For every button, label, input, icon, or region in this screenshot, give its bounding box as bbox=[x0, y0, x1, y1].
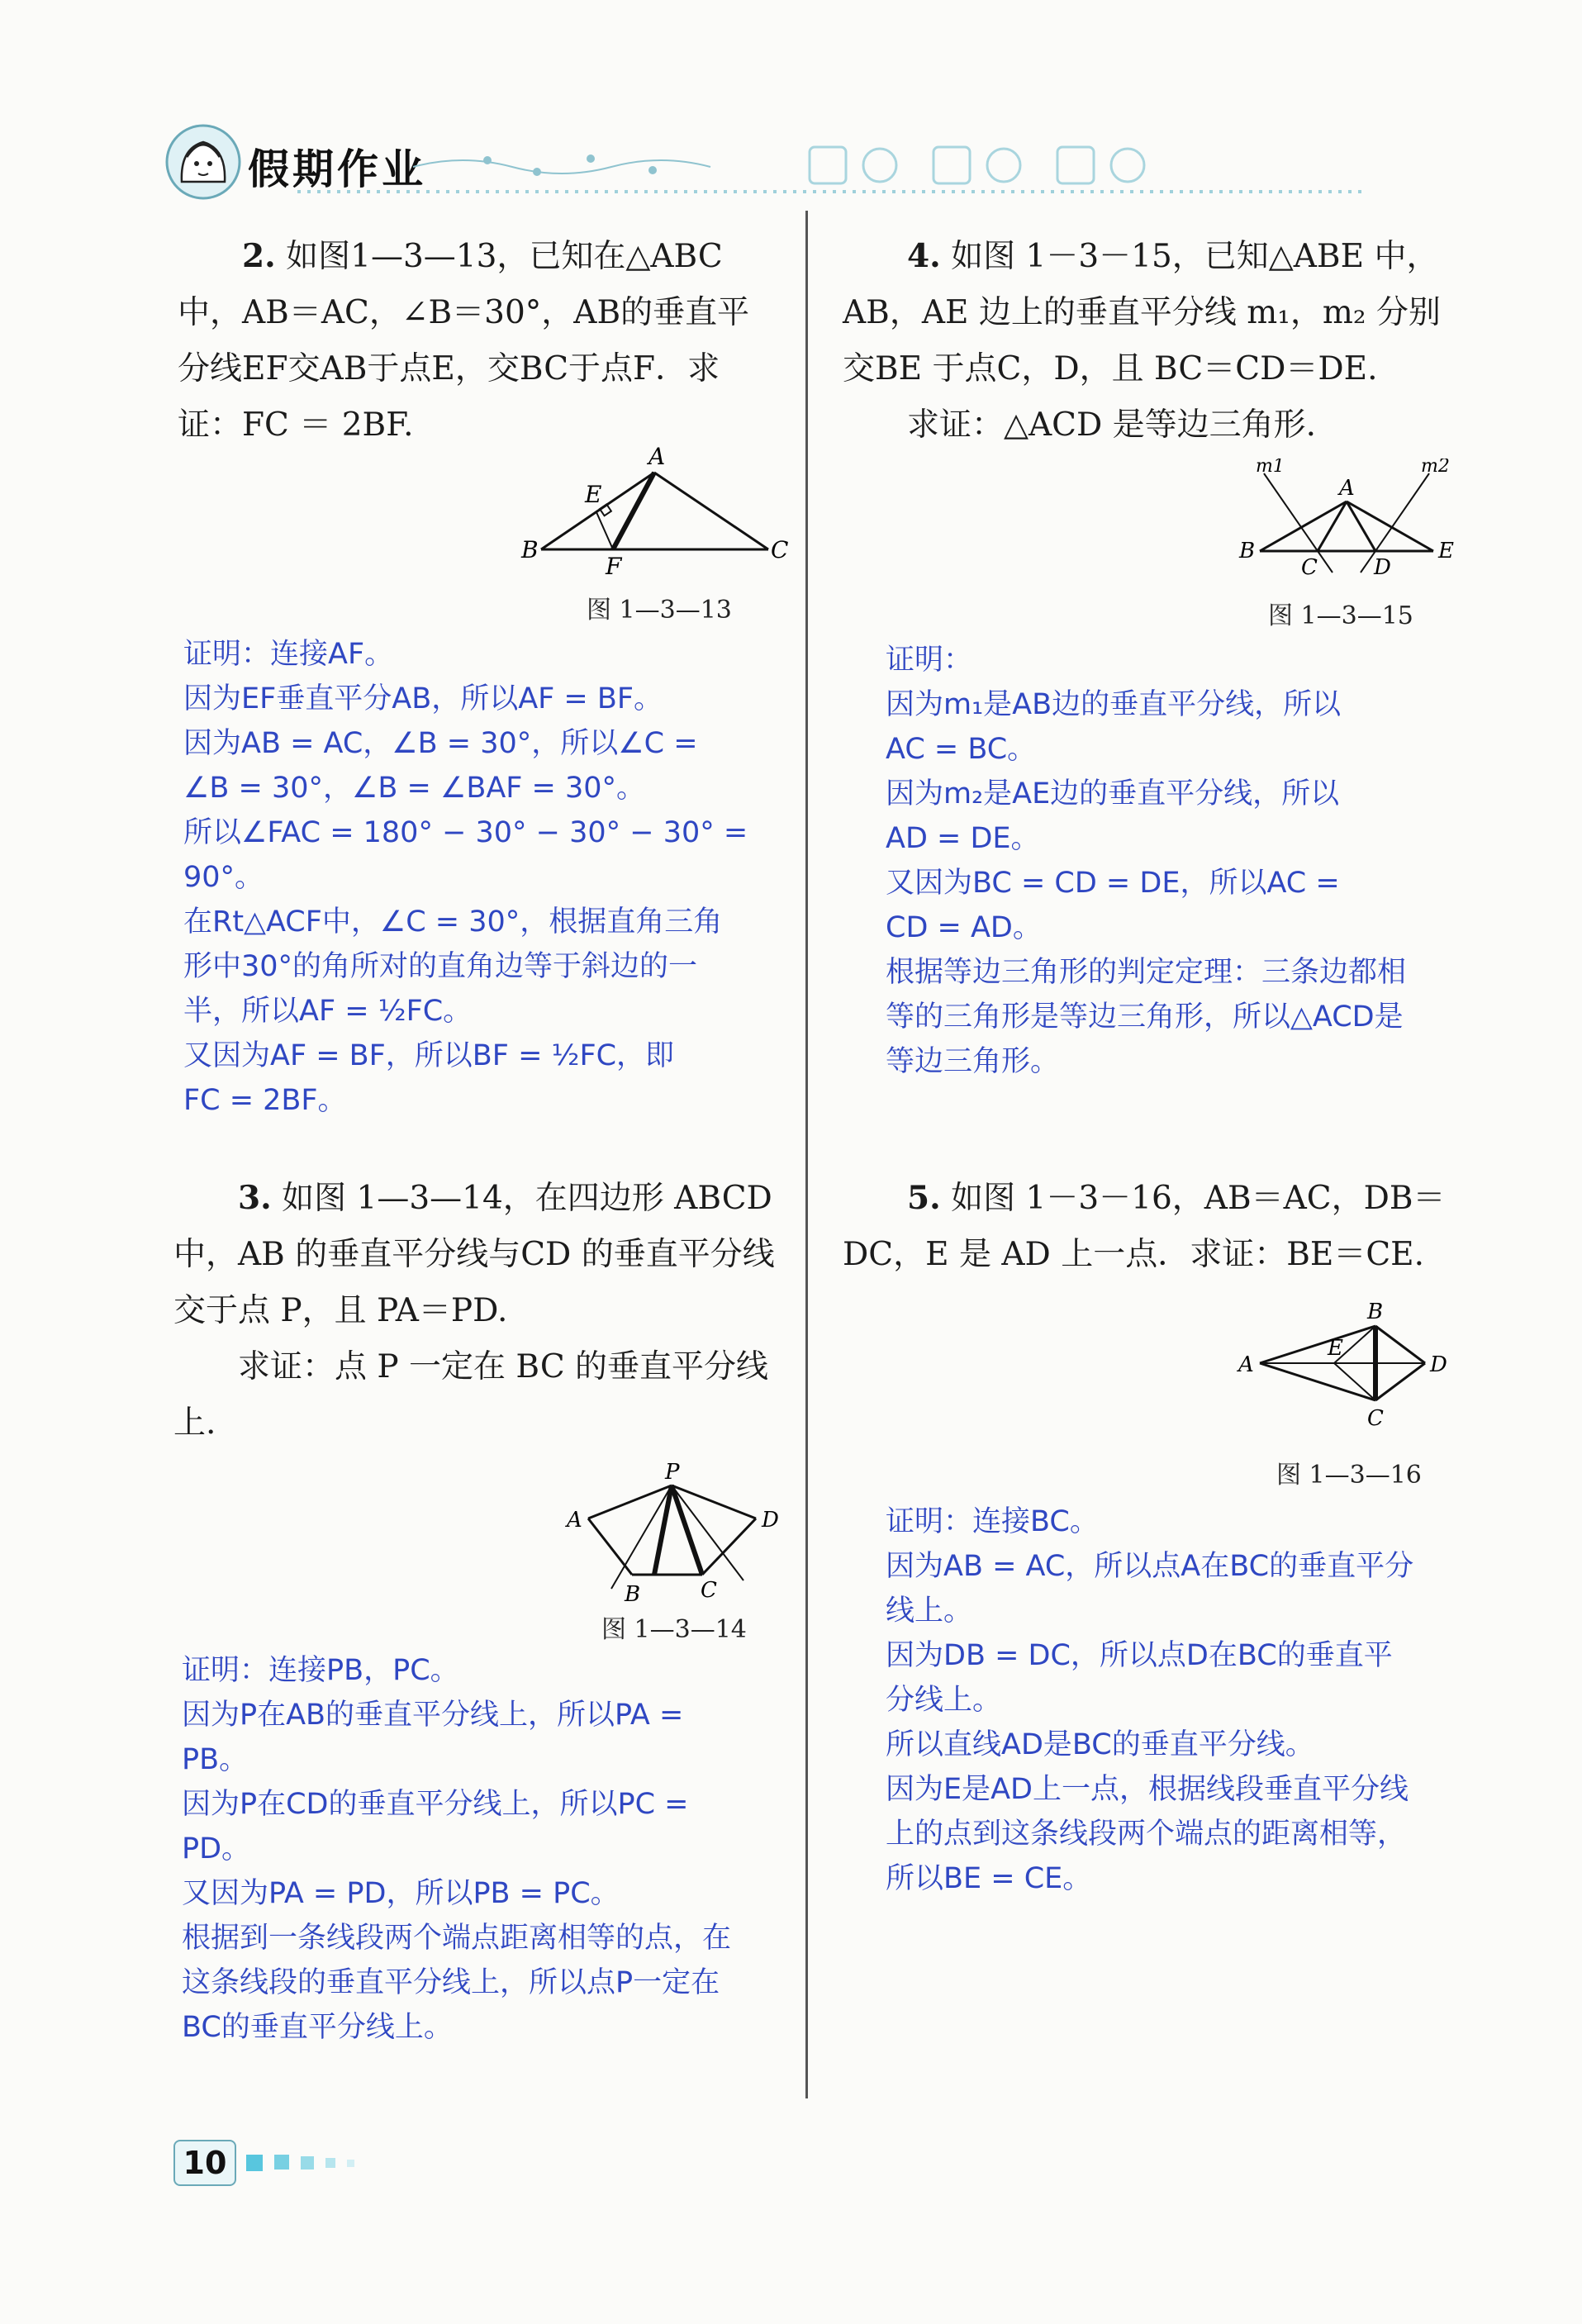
footer-square-decoration-icon bbox=[246, 2153, 411, 2173]
answer-2 bbox=[183, 632, 786, 1123]
answer-line: 证明：连接PB，PC。 bbox=[182, 1654, 459, 1687]
answer-line: 分线上。 bbox=[886, 1684, 1002, 1717]
point-label: A bbox=[648, 443, 666, 470]
answer-line: 又因为PA = PD，所以PB = PC。 bbox=[182, 1877, 620, 1910]
point-label: B bbox=[521, 536, 539, 563]
point-label: E bbox=[585, 481, 602, 508]
answer-line: 在Rt△ACF中，∠C = 30°，根据直角三角 bbox=[183, 905, 723, 939]
answer-line: CD = AD。 bbox=[886, 911, 1042, 944]
answer-line: 证明：连接AF。 bbox=[183, 638, 394, 671]
answer-line: 上的点到这条线段两个端点的距离相等， bbox=[886, 1818, 1407, 1851]
answer-line: 因为m₂是AE边的垂直平分线，所以 bbox=[886, 777, 1340, 810]
point-label: m2 bbox=[1421, 459, 1450, 477]
column-divider bbox=[805, 211, 808, 2098]
answer-line: 90°。 bbox=[183, 861, 264, 894]
question-prove: 求证：点 P 一定在 BC 的垂直平分线上. bbox=[173, 1348, 769, 1442]
point-label: P bbox=[665, 1461, 680, 1485]
answer-line: 线上。 bbox=[886, 1594, 973, 1628]
figure-1-3-15 bbox=[1235, 459, 1458, 582]
point-label: D bbox=[1374, 555, 1391, 580]
figure-1-3-13 bbox=[516, 438, 789, 578]
page-number: 10 bbox=[173, 2140, 236, 2186]
answer-line: AD = DE。 bbox=[886, 822, 1040, 855]
answer-line: 根据等边三角形的判定定理：三条边都相 bbox=[886, 956, 1407, 989]
dotted-rule-icon bbox=[297, 188, 1363, 196]
point-label: C bbox=[1301, 555, 1318, 580]
point-label: A bbox=[1339, 476, 1355, 501]
page-header-title: 假期作业 bbox=[248, 145, 426, 193]
answer-line: 又因为BC = CD = DE，所以AC = bbox=[886, 867, 1340, 900]
smiley-box-decoration-icon bbox=[793, 140, 1289, 190]
point-label: B bbox=[625, 1582, 641, 1605]
answer-line: 因为E是AD上一点，根据线段垂直平分线 bbox=[886, 1773, 1409, 1806]
answer-line: 因为P在CD的垂直平分线上，所以PC = bbox=[182, 1788, 689, 1821]
point-label: D bbox=[1430, 1352, 1447, 1377]
answer-line: 因为P在AB的垂直平分线上，所以PA = bbox=[182, 1699, 684, 1732]
answer-line: 因为DB = DC，所以点D在BC的垂直平 bbox=[886, 1639, 1393, 1672]
answer-line: 半，所以AF = ½FC。 bbox=[183, 995, 473, 1028]
question-number: 4. bbox=[907, 237, 941, 275]
question-number: 3. bbox=[238, 1179, 272, 1217]
answer-line: 证明：连接BC。 bbox=[886, 1505, 1099, 1538]
point-label: A bbox=[1238, 1352, 1254, 1377]
question-4 bbox=[843, 228, 1450, 454]
point-label: E bbox=[1328, 1336, 1343, 1361]
answer-line: 根据到一条线段两个端点距离相等的点，在 bbox=[182, 1922, 732, 1955]
answer-line: PB。 bbox=[182, 1743, 249, 1776]
figure-1-3-16 bbox=[1235, 1297, 1458, 1438]
question-5 bbox=[843, 1170, 1450, 1283]
answer-4 bbox=[886, 638, 1489, 1084]
question-text: 如图 1—3—14，在四边形 ABCD中，AB 的垂直平分线与CD 的垂直平分线交于点 P，且 PA＝PD. bbox=[173, 1180, 775, 1329]
answer-line: 所以直线AD是BC的垂直平分线。 bbox=[886, 1728, 1314, 1761]
answer-line: 等的三角形是等边三角形，所以△ACD是 bbox=[886, 1000, 1404, 1034]
point-label: C bbox=[1367, 1406, 1384, 1431]
answer-5 bbox=[886, 1499, 1489, 1901]
point-label: A bbox=[567, 1508, 582, 1533]
answer-line: 又因为AF = BF，所以BF = ½FC，即 bbox=[183, 1039, 675, 1072]
answer-line: 因为AB = AC，所以点A在BC的垂直平分 bbox=[886, 1550, 1414, 1583]
point-label: F bbox=[606, 553, 622, 578]
point-label: C bbox=[771, 536, 789, 563]
question-number: 2. bbox=[242, 237, 276, 275]
page-footer bbox=[165, 2140, 413, 2189]
question-3 bbox=[173, 1170, 781, 1452]
question-2 bbox=[178, 228, 781, 454]
answer-line: 因为EF垂直平分AB，所以AF = BF。 bbox=[183, 682, 663, 715]
point-label: C bbox=[701, 1578, 717, 1603]
answer-line: 这条线段的垂直平分线上，所以点P一定在 bbox=[182, 1966, 720, 1999]
point-label: B bbox=[1367, 1300, 1384, 1324]
floral-decoration-icon bbox=[413, 149, 743, 182]
figure-caption: 图 1—3—14 bbox=[601, 1615, 747, 1644]
answer-line: PD。 bbox=[182, 1832, 251, 1865]
figure-1-3-14 bbox=[562, 1461, 785, 1605]
question-prove: 求证：△ACD 是等边三角形. bbox=[907, 406, 1317, 444]
figure-caption: 图 1—3—15 bbox=[1268, 601, 1413, 630]
answer-line: ∠B = 30°，∠B = ∠BAF = 30°。 bbox=[183, 772, 646, 805]
figure-caption: 图 1—3—13 bbox=[587, 596, 732, 625]
figure-caption: 图 1—3—16 bbox=[1276, 1461, 1422, 1490]
answer-line: 所以BE = CE。 bbox=[886, 1862, 1092, 1895]
answer-line: BC的垂直平分线上。 bbox=[182, 2011, 453, 2044]
question-number: 5. bbox=[907, 1179, 941, 1217]
page-header bbox=[165, 120, 1363, 202]
answer-line: 等边三角形。 bbox=[886, 1045, 1060, 1078]
girl-avatar-icon bbox=[165, 124, 241, 200]
answer-line: FC = 2BF。 bbox=[183, 1084, 347, 1117]
point-label: B bbox=[1239, 539, 1256, 563]
point-label: D bbox=[762, 1508, 779, 1533]
answer-3 bbox=[182, 1648, 785, 2050]
answer-line: 形中30°的角所对的直角边等于斜边的一 bbox=[183, 950, 698, 983]
point-label: m1 bbox=[1256, 459, 1285, 477]
point-label: E bbox=[1438, 539, 1454, 563]
answer-line: 因为m₁是AB边的垂直平分线，所以 bbox=[886, 688, 1342, 721]
question-text: 如图 1－3－16，AB＝AC，DB＝DC，E 是 AD 上一点．求证：BE＝CE. bbox=[843, 1180, 1446, 1273]
answer-line: 证明： bbox=[886, 644, 973, 677]
question-text: 如图 1－3－15，已知△ABE 中，AB，AE 边上的垂直平分线 m₁，m₂ 分别交BE 于点C，D，且 BC＝CD＝DE. bbox=[843, 238, 1441, 387]
answer-line: AC = BC。 bbox=[886, 733, 1037, 766]
answer-line: 所以∠FAC = 180° − 30° − 30° − 30° = bbox=[183, 816, 748, 849]
answer-line: 因为AB = AC，∠B = 30°，所以∠C = bbox=[183, 727, 698, 760]
question-text: 如图1—3—13，已知在△ABC中，AB＝AC，∠B＝30°，AB的垂直平分线EF交AB于点E，交BC于点F．求证：FC ＝ 2BF. bbox=[178, 238, 750, 444]
